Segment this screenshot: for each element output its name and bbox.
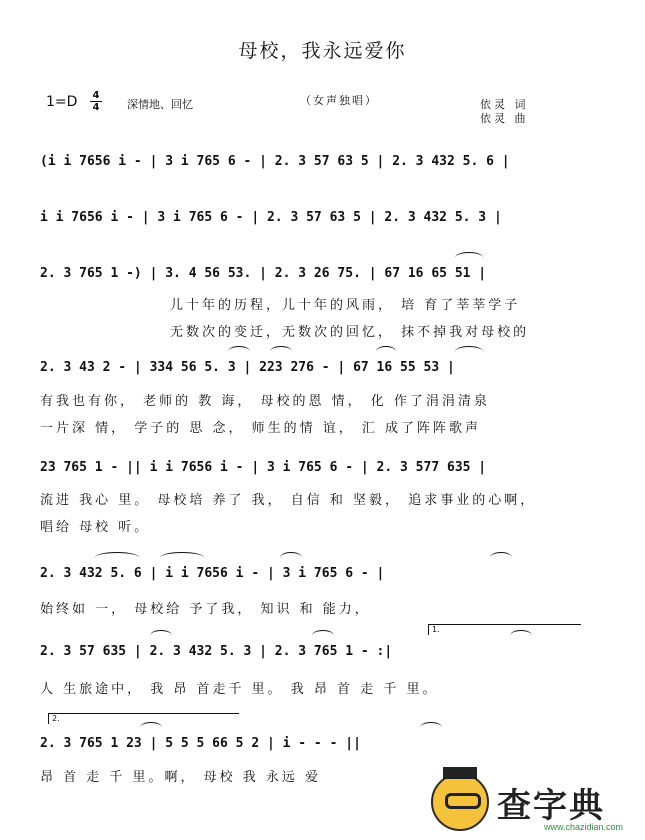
site-logo [431,770,631,834]
notation-line-5: 23 765 1 - || i i 7656 i - | 3 i 765 6 - | 2. 3 577 635 | [40,459,487,475]
lyric-line-8: 人 生旅途中， 我 昂 首走千 里。 我 昂 首 走 千 里。 [40,682,439,697]
lyric-line-5: 流进 我心 里。 母校培 养了 我， 自信 和 坚毅， 追求事业的心啊， [40,493,537,508]
slur-arc [160,552,204,563]
key-signature: 1=D [46,94,78,110]
lyric-line-2: 无数次的变迁，无数次的回忆， 抹不掉我对母校的 [170,325,530,340]
lyric-line-9: 昂 首 走 千 里。啊， 母校 我 永远 爱 [40,770,322,785]
slur-arc [490,552,512,563]
lyric-line-3: 有我也有你， 老师的 教 诲， 母校的恩 情， 化 作了涓涓清泉 [40,394,490,409]
notation-line-6: 2. 3 432 5. 6 | i i 7656 i - | 3 i 765 6 - | [40,565,385,581]
notation-line-8: 2. 3 765 1 23 | 5 5 5 66 5 2 | i - - - || [40,735,361,751]
slur-arc [95,552,139,563]
logo-name: 查字典 [497,785,605,826]
lyric-line-1: 儿十年的历程，儿十年的风雨， 培 育了莘莘学子 [170,298,521,313]
expression-mark: 深情地、回忆 [127,98,193,111]
lyric-line-7: 始终如 一， 母校给 予了我， 知识 和 能力， [40,602,371,617]
notation-line-7: 2. 3 57 635 | 2. 3 432 5. 3 | 2. 3 765 1 - :| [40,643,393,659]
volta-first-ending [428,624,581,635]
lyric-line-4: 一片深 情， 学子的 思 念， 师生的情 谊， 汇 成了阵阵歌声 [40,421,482,436]
slur-arc [280,552,302,563]
slur-arc [140,722,162,733]
logo-url: www.chazidian.com [543,822,623,832]
slur-arc [455,346,483,357]
volta-1-label: 1. [432,625,440,634]
volta-2-label: 2. [52,714,60,723]
slur-arc [150,630,172,641]
composer-credit: 依灵 曲 [480,112,529,125]
slur-arc [312,630,334,641]
time-sig-bottom: 4 [92,102,100,113]
mascot-icon [431,773,489,831]
slur-arc [455,252,483,263]
lyric-line-6: 唱给 母校 听。 [40,520,151,535]
time-sig-top: 4 [90,90,102,102]
song-title: 母校，我永远爱你 [238,40,407,62]
slur-arc [376,346,396,357]
slur-arc [270,346,292,357]
notation-line-2: i i 7656 i - | 3 i 765 6 - | 2. 3 57 63 5 | 2. 3 432 5. 3 | [40,209,502,225]
slur-arc [420,722,442,733]
slur-arc [228,346,250,357]
notation-line-3: 2. 3 765 1 -) | 3. 4 56 53. | 2. 3 26 75. | 67 16 65 51 | [40,265,487,281]
slur-arc [510,630,532,641]
lyricist-credit: 依灵 词 [480,98,529,111]
notation-line-1: (i i 7656 i - | 3 i 765 6 - | 2. 3 57 63 5 | 2. 3 432 5. 6 | [40,153,510,169]
performance-note: （女声独唱） [300,94,378,107]
notation-line-4: 2. 3 43 2 - | 334 56 5. 3 | 223 276 - | 67 16 55 53 | [40,359,455,375]
time-signature [90,90,102,113]
